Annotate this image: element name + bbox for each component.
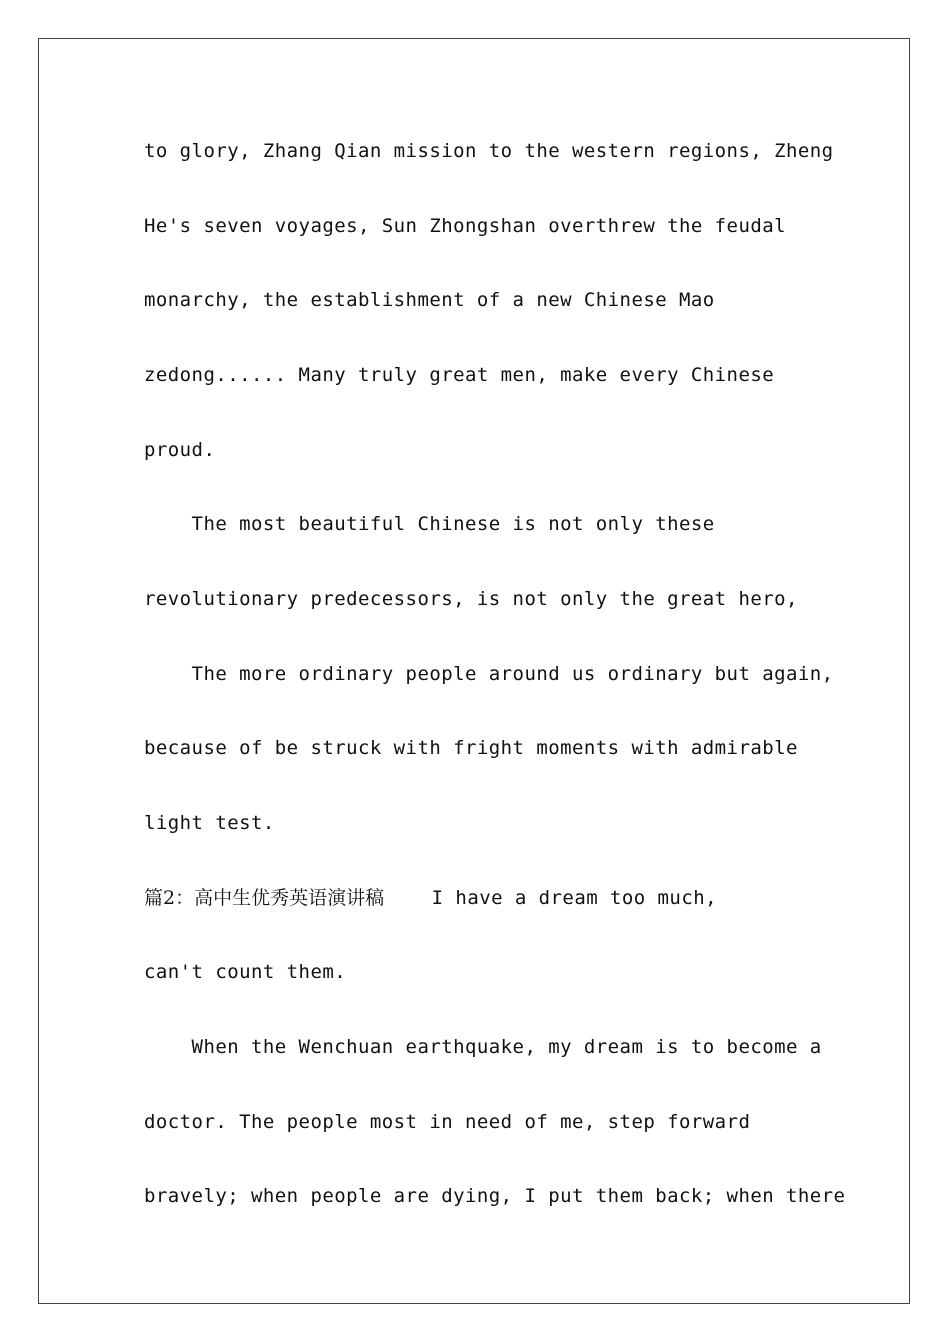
paragraph-line: zedong...... Many truly great men, make every Chinese — [144, 364, 775, 386]
section-heading-text: I have a dream too much, — [384, 887, 717, 909]
paragraph-line: because of be struck with fright moments with admirable — [144, 737, 798, 759]
paragraph-line: The more ordinary people around us ordinary but again, — [144, 663, 834, 685]
section-heading-line — [144, 886, 717, 910]
paragraph-line: When the Wenchuan earthquake, my dream is to become a — [144, 1036, 822, 1058]
paragraph-line: The most beautiful Chinese is not only these — [144, 513, 715, 535]
paragraph-line: light test. — [144, 812, 275, 834]
paragraph-line: can't count them. — [144, 961, 347, 983]
paragraph-line: doctor. The people most in need of me, step forward — [144, 1111, 751, 1133]
section-heading-title: 篇2：高中生优秀英语演讲稿 — [144, 887, 385, 909]
paragraph-line: revolutionary predecessors, is not only the great hero, — [144, 588, 798, 610]
paragraph-line: bravely; when people are dying, I put them back; when there — [144, 1185, 846, 1207]
paragraph-line: He's seven voyages, Sun Zhongshan overthrew the feudal — [144, 215, 787, 237]
paragraph-line: to glory, Zhang Qian mission to the western regions, Zheng — [144, 140, 834, 162]
paragraph-line: monarchy, the establishment of a new Chinese Mao — [144, 289, 715, 311]
paragraph-line: proud. — [144, 439, 216, 461]
